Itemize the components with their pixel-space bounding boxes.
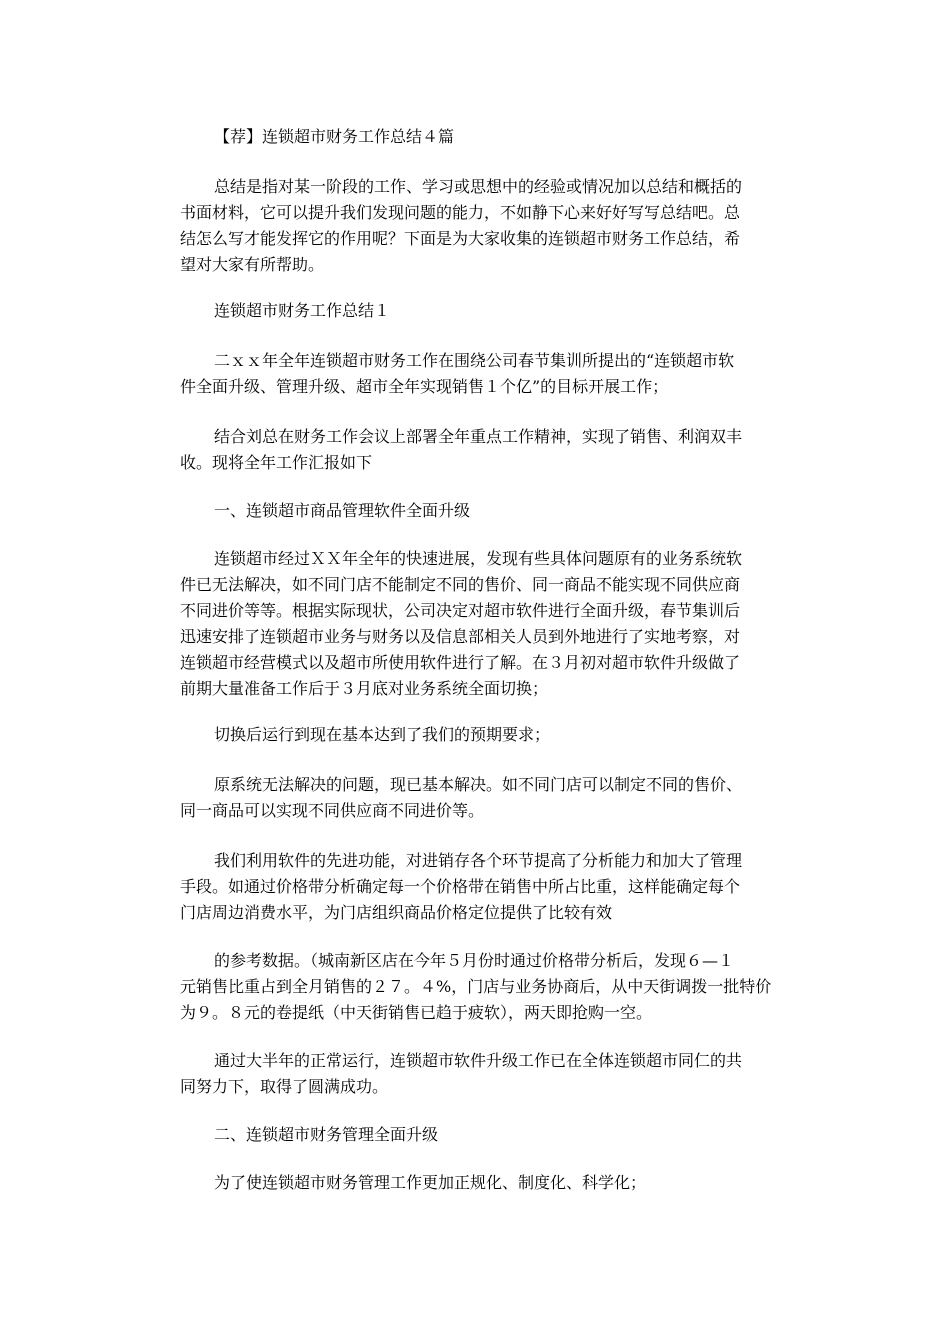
text-line: 切换后运行到现在基本达到了我们的预期要求； [214,725,551,744]
text-line: 手段。如通过价格带分析确定每一个价格带在销售中所占比重，这样能确定每个 [180,877,741,896]
text-line: 总结是指对某一阶段的工作、学习或思想中的经验或情况加以总结和概括的 [214,177,743,196]
document-title: 【荐】连锁超市财务工作总结４篇 [214,127,455,146]
paragraph [180,424,770,476]
text-line: 件全面升级、管理升级、超市全年实现销售１个亿”的目标开展工作； [180,377,669,396]
text-line: 元销售比重占到全月销售的２７。４%，门店与业务协商后，从中天街调拨一批特价 [180,977,772,996]
paragraph [180,1048,770,1100]
intro-paragraph [180,174,770,278]
text-line: 结怎么写才能发挥它的作用呢？下面是为大家收集的连锁超市财务工作总结，希 [180,229,741,248]
text-line: 同一商品可以实现不同供应商不同进价等。 [180,801,485,820]
section-title: 连锁超市财务工作总结１ [214,301,391,320]
text-line: 迅速安排了连锁超市业务与财务以及信息部相关人员到外地进行了实地考察，对 [180,627,741,646]
text-line: 书面材料，它可以提升我们发现问题的能力，不如静下心来好好写写总结吧。总 [180,203,741,222]
text-line: 为９。８元的卷提纸（中天街销售已趋于疲软），两天即抢购一空。 [180,1003,653,1022]
section-heading: 二、连锁超市财务管理全面升级 [214,1125,439,1144]
text-line: 望对大家有所帮助。 [180,255,325,274]
paragraph [180,546,770,702]
text-line: 门店周边消费水平，为门店组织商品价格定位提供了比较有效 [180,903,613,922]
section-heading: 一、连锁超市商品管理软件全面升级 [214,501,471,520]
text-line: 前期大量准备工作后于３月底对业务系统全面切换； [180,679,549,698]
text-line: 不同进价等等。根据实际现状，公司决定对超市软件进行全面升级，春节集训后 [180,601,741,620]
paragraph [180,1170,770,1196]
text-line: 我们利用软件的先进功能，对进销存各个环节提高了分析能力和加大了管理 [214,851,743,870]
text-line: 结合刘总在财务工作会议上部署全年重点工作精神，实现了销售、利润双丰 [214,427,743,446]
text-line: 原系统无法解决的问题，现已基本解决。如不同门店可以制定不同的售价、 [214,775,743,794]
text-line: 为了使连锁超市财务管理工作更加正规化、制度化、科学化； [214,1173,647,1192]
paragraph [180,722,770,748]
paragraph [180,948,770,1026]
text-line: 通过大半年的正常运行，连锁超市软件升级工作已在全体连锁超市同仁的共 [214,1051,743,1070]
text-line: 件已无法解决，如不同门店不能制定不同的售价、同一商品不能实现不同供应商 [180,575,741,594]
text-line: 二ｘｘ年全年连锁超市财务工作在围绕公司春节集训所提出的“连锁超市软 [214,351,735,370]
text-line: 的参考数据。（城南新区店在今年５月份时通过价格带分析后，发现６—１ [214,951,735,970]
text-line: 同努力下，取得了圆满成功。 [180,1077,389,1096]
text-line: 连锁超市经营模式以及超市所使用软件进行了解。在３月初对超市软件升级做了 [180,653,741,672]
paragraph [180,848,770,926]
text-line: 收。现将全年工作汇报如下 [180,453,373,472]
paragraph [180,348,770,400]
text-line: 连锁超市经过ＸＸ年全年的快速进展，发现有些具体问题原有的业务系统软 [214,549,743,568]
paragraph [180,772,770,824]
